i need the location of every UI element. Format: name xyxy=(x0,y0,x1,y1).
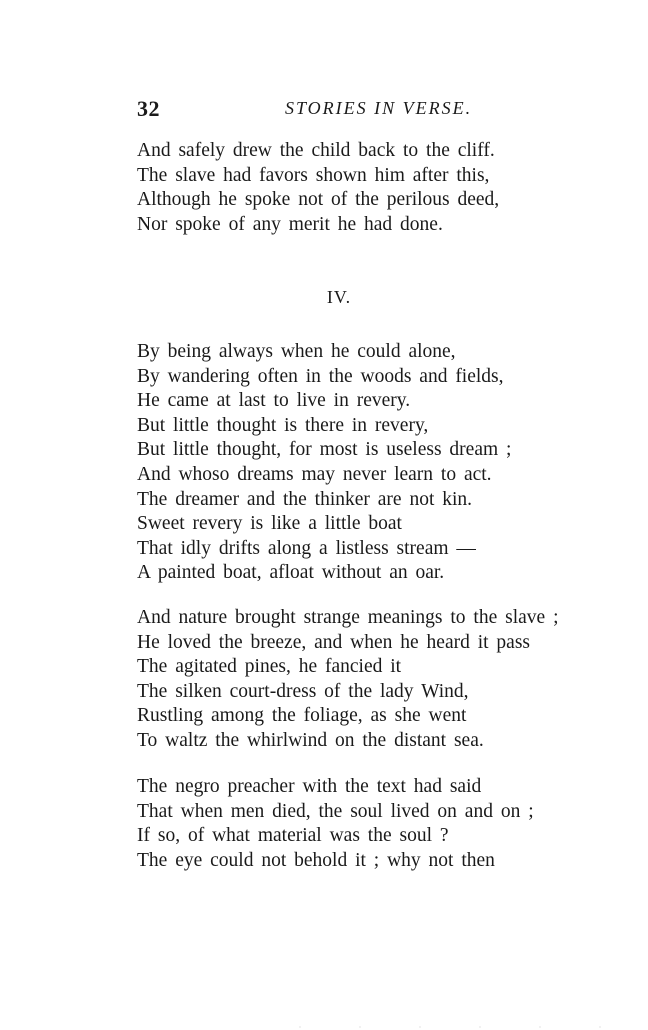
verse-line: By being always when he could alone, xyxy=(137,341,456,362)
verse-line: To waltz the whirlwind on the distant sea. xyxy=(137,729,484,751)
verse-line: Sweet revery is like a little boat xyxy=(137,513,402,535)
verse-line: If so, of what material was the soul ? xyxy=(137,825,449,847)
stanza xyxy=(137,775,534,873)
verse-line: He loved the breeze, and when he heard it pass xyxy=(137,631,531,653)
verse-line: The agitated pines, he fancied it xyxy=(137,656,402,678)
verse-line: That when men died, the soul lived on and on ; xyxy=(137,800,534,822)
verse-line: Rustling among the foliage, as she went xyxy=(137,705,467,727)
stanza xyxy=(137,139,499,237)
verse-line: The dreamer and the thinker are not kin. xyxy=(137,488,473,510)
verse-line: That idly drifts along a listless stream — xyxy=(137,537,476,559)
page-number: 32 xyxy=(137,96,160,121)
verse-line: The negro preacher with the text had said xyxy=(137,776,482,797)
scan-artifact xyxy=(270,1026,640,1028)
verse-line: Nor spoke of any merit he had done. xyxy=(137,213,443,235)
verse-line: The silken court-dress of the lady Wind, xyxy=(137,680,469,702)
page-header xyxy=(137,96,537,122)
running-title: STORIES IN VERSE. xyxy=(285,98,473,118)
stanza xyxy=(137,606,558,754)
verse-line: He came at last to live in revery. xyxy=(137,390,411,412)
verse-line: A painted boat, afloat without an oar. xyxy=(137,562,445,584)
verse-line: And safely drew the child back to the cliff. xyxy=(137,140,495,161)
verse-line: And whoso dreams may never learn to act. xyxy=(137,463,492,485)
verse-line: Although he spoke not of the perilous deed, xyxy=(137,189,500,211)
verse-line: And nature brought strange meanings to the slave ; xyxy=(137,607,559,628)
verse-line: But little thought is there in revery, xyxy=(137,414,429,436)
section-heading: IV. xyxy=(326,287,352,307)
verse-line: The eye could not behold it ; why not then xyxy=(137,849,495,871)
verse-line: But little thought, for most is useless dream ; xyxy=(137,439,512,461)
stanza xyxy=(137,340,511,586)
verse-line: By wandering often in the woods and fields, xyxy=(137,365,504,387)
verse-line: The slave had favors shown him after this, xyxy=(137,164,490,186)
